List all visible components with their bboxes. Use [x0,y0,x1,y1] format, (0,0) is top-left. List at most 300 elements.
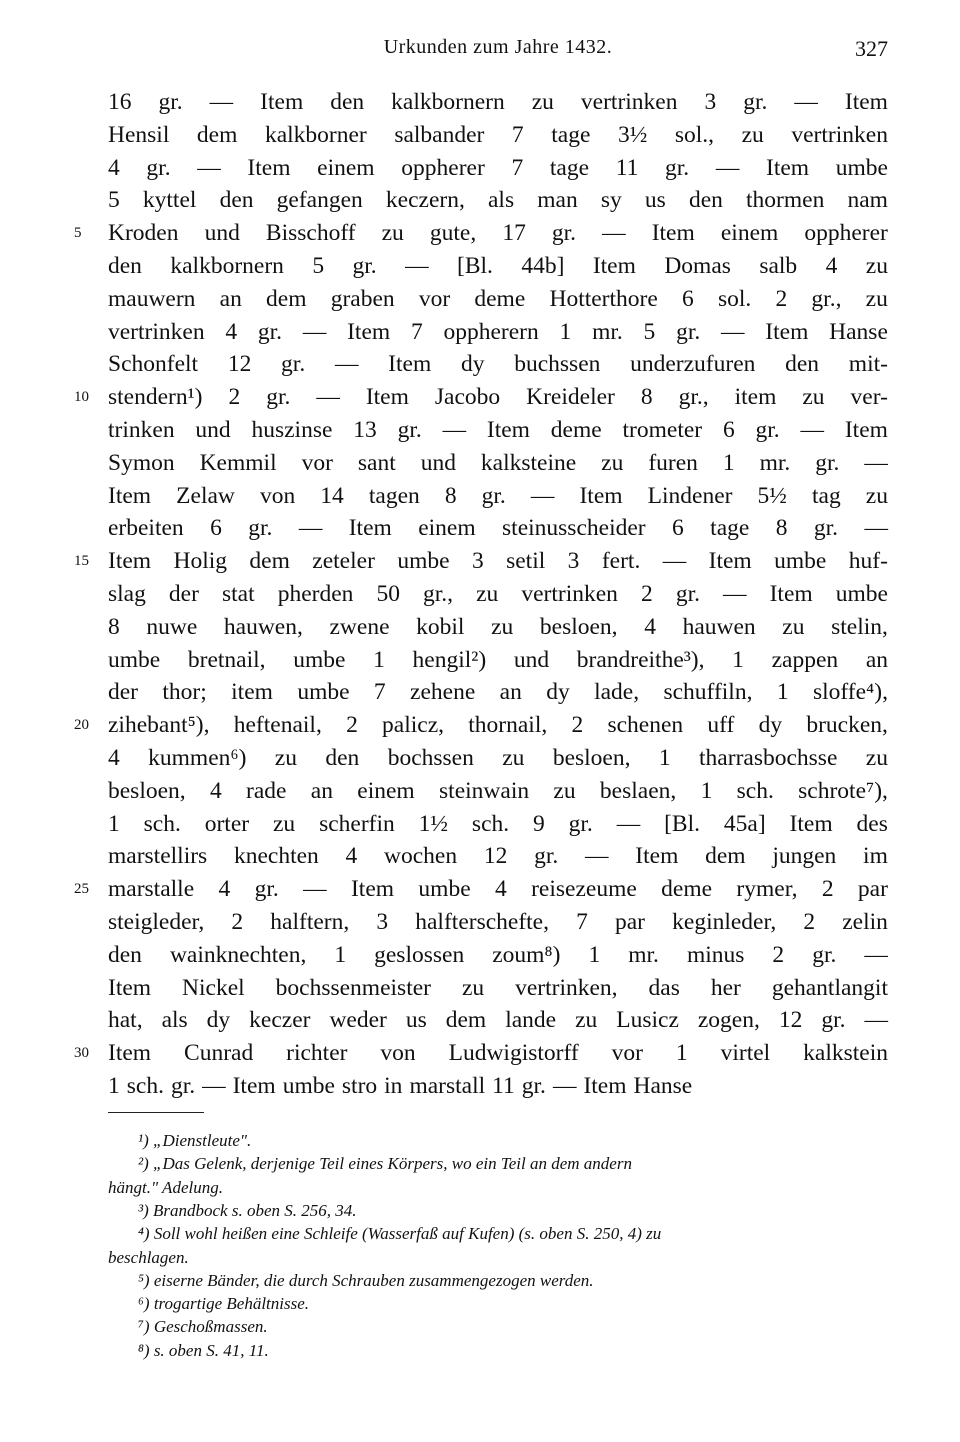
text-line [108,381,888,413]
word: zu [461,974,485,1001]
text-line [108,250,888,282]
word: gr. [676,318,701,345]
word: 3 [567,548,580,575]
word: vor [418,285,451,312]
word: setil [506,548,546,575]
word: 1 [776,679,789,706]
word: 1 [588,941,601,968]
word: 17 [502,220,526,247]
word: von [259,482,296,509]
word: Item [789,810,833,837]
text-line [108,939,888,971]
word: thor; [162,679,207,706]
word: umbe [835,154,888,181]
word: brandreithe³), [576,646,705,673]
word: Domas [664,253,731,279]
word: zihebant⁵), [108,712,210,739]
word: Item [635,843,679,870]
word: Item [365,384,409,411]
word: mr. [592,318,623,345]
word: — [794,89,818,115]
text-line [108,348,888,380]
word: ver- [850,384,888,411]
word: umbe [418,876,471,903]
word: — [442,417,467,443]
word: 12 [227,351,252,378]
word: Kemmil [199,449,277,476]
word: gr. [821,1007,846,1034]
word: — [864,941,888,968]
word: 50 [376,581,400,607]
word: — [316,384,340,411]
word: vor [611,1040,643,1067]
word: zu [865,285,888,312]
word: lande [505,1007,557,1034]
word: oppherer [401,154,485,181]
word: 4 [209,777,222,804]
word: Item [651,220,695,247]
word: sch. [471,810,510,837]
word: zappen [771,646,839,673]
word: nuwe [146,613,198,640]
line-number: 5 [74,225,82,242]
word: 7 [576,909,588,935]
word: — [602,220,626,247]
text-line [108,808,888,840]
word: kyttel [142,187,197,214]
word: schuffiln, [663,679,753,706]
word: 5 [312,253,325,279]
word: zwene [329,613,390,640]
word: 3 [471,548,484,575]
word: Item [350,876,395,903]
word: sol. [717,285,752,312]
word: gr. [568,810,593,837]
word: dem [249,548,290,575]
text-line [108,972,888,1004]
word: gr., [423,581,454,607]
text-line [108,283,888,315]
word: 8 [775,515,788,542]
word: gr. [755,417,780,443]
word: Item [232,1073,276,1099]
word: 6 [722,417,735,443]
word: schrote⁷), [798,777,888,804]
word: gr. [146,154,171,181]
word: Item [592,253,636,279]
word: dem [705,843,746,870]
word: Item [486,417,530,443]
word: an [219,285,242,312]
word: sch. [736,777,774,804]
word: gr. [352,253,377,279]
word: der [168,581,199,607]
word: marstellirs [108,843,208,870]
word: vertrinken [580,89,678,115]
word: — [552,1073,577,1099]
word: Item [769,581,813,607]
word: 9 [533,810,545,837]
word: tharrasbochsse [699,745,838,771]
word: Ludwigistorff [448,1040,579,1067]
text-line [108,742,888,774]
footnote-line: hängt." Adelung. [108,1177,223,1197]
word: von [380,1040,416,1067]
word: steinwain [439,777,530,804]
text-line [108,1004,888,1036]
word: bochssenmeister [275,974,431,1001]
word: gr. [675,581,700,607]
word: hengil²) [412,646,487,673]
word: — [530,482,555,509]
footnote-line: ⁷) Geschoßmassen. [138,1317,268,1337]
word: — [616,810,641,837]
word: zu [802,384,825,411]
word: steigleder, [108,909,205,935]
word: lade, [594,679,640,706]
word: besloen, [539,613,618,640]
word: den [325,745,360,771]
word: zoum⁸) [492,941,561,968]
word: sol., [674,121,715,148]
word: der [108,679,139,706]
word: oppherern [443,318,539,345]
word: Nickel [182,974,245,1001]
word: 4 [225,318,238,345]
word: 6 [682,285,694,312]
text-line [108,611,888,643]
word: — [721,318,745,345]
word: zu [865,253,888,279]
word: kalkstein [803,1040,888,1067]
word: 12 [483,843,508,870]
line-number: 30 [74,1045,89,1062]
text-line [108,906,888,938]
word: gr., [678,384,709,411]
word: gr. [551,220,577,247]
word: 1½ [418,810,449,837]
word: 1 [108,1073,120,1099]
word: mr. [628,941,659,968]
word: trinken [108,417,175,443]
word: hauwen [682,613,756,640]
text-line [108,1070,888,1102]
word: Item [765,318,809,345]
word: Schonfelt [108,351,199,378]
word: gefangen [276,187,363,214]
word: dem [196,121,238,148]
word: deme [550,417,602,443]
word: marstall [409,1073,486,1099]
word: nam [847,187,888,214]
word: 7 [410,318,423,345]
word: den [330,89,365,115]
word: zelin [842,909,888,935]
word: 5½ [757,482,787,509]
word: zu [476,581,499,607]
word: und [195,417,231,443]
word: — [405,253,429,279]
word: gr. [397,417,422,443]
word: 2 [346,712,358,739]
word: 2 [571,712,584,739]
word: underzufuren [630,351,756,378]
word: halfterschefte, [415,909,549,935]
word: pherden [277,581,354,607]
word: den [108,941,142,968]
word: gr. [170,1073,196,1099]
text-line [108,545,888,577]
word: par [857,876,888,903]
word: vertrinken [791,121,888,148]
word: weder [329,1007,387,1034]
word: [Bl. [664,810,700,837]
word: Symon [108,449,175,476]
text-line [108,217,888,249]
word: stro [341,1073,378,1099]
word: 1 [675,1040,688,1067]
word: Kroden [108,220,179,247]
word: — [662,548,687,575]
word: oppherer [804,220,888,247]
word: mr. [759,449,791,476]
word: hat, [108,1007,143,1034]
word: deme [474,285,526,312]
word: us [644,187,666,214]
word: 4 [345,843,358,870]
text-line [108,184,888,216]
word: sloffe⁴), [812,679,888,706]
word: zu [575,1007,598,1034]
word: 4 [108,154,120,181]
word: Item [247,154,291,181]
word: vertrinken [521,581,618,607]
text-line [108,480,888,512]
word: gr. [248,515,273,542]
word: sant [357,449,396,476]
word: Holig [173,548,228,575]
word: tagen [368,482,420,509]
word: 7 [511,154,524,181]
word: 1 [658,745,671,771]
word: 4 [825,253,838,279]
word: 14 [320,482,344,509]
word: Item [108,974,152,1001]
text-line [108,1037,888,1069]
word: Item [766,154,810,181]
word: hauwen, [223,613,303,640]
word: bretnail, [187,646,266,673]
word: im [863,843,888,870]
word: kalksteine [480,449,577,476]
word: vertrinken, [515,974,618,1001]
word: 5 [643,318,656,345]
word: kalkborner [264,121,367,148]
word: Item [347,318,391,345]
line-number: 25 [74,881,89,898]
word: salb [759,253,798,279]
word: salbander [394,121,485,148]
word: und [420,449,456,476]
word: zu [782,613,805,640]
word: stat [222,581,255,607]
word: 4 [108,745,120,771]
word: umbe [397,548,450,575]
word: 2 [772,941,785,968]
word: kobil [416,613,465,640]
word: beslaen, [599,777,677,804]
word: zu [274,745,297,771]
header-title: Urkunden zum Jahre 1432. [383,36,613,58]
footnote-line: ²) „Das Gelenk, derjenige Teil eines Körpers, wo ein Teil an dem andern [138,1154,632,1174]
word: einem [357,777,415,804]
word: wochen [384,843,458,870]
word: 2 [775,285,788,312]
word: Jacobo [434,384,501,411]
word: umbe [282,1073,335,1099]
word: den [219,187,254,214]
word: dem [445,1007,487,1034]
word: 7 [373,679,386,706]
word: uff [707,712,735,739]
text-line [108,447,888,479]
word: das [648,974,680,1001]
word: 2 [821,876,834,903]
word: — [723,581,747,607]
word: zu [531,89,554,115]
word: Kreideler [526,384,615,411]
word: geslossen [374,941,465,968]
word: 11 [615,154,639,181]
word: gr. [743,89,768,115]
word: scherfin [319,810,395,837]
text-line [108,119,888,151]
word: 1 [700,777,713,804]
word: item [231,679,273,706]
word: 16 [108,89,132,115]
word: keczern, [385,187,465,214]
word: und [513,646,550,673]
word: sch. [143,810,181,837]
word: 44b] [521,253,565,279]
text-line [108,709,888,741]
word: des [856,810,888,837]
footnote-line: ³) Brandbock s. oben S. 256, 34. [138,1200,357,1220]
word: Item [708,548,752,575]
word: item [734,384,777,411]
word: dy [758,712,783,739]
word: zogen, [697,1007,760,1034]
word: kalkbornern [170,253,284,279]
word: man [537,187,578,214]
word: stelin, [831,613,888,640]
word: vertrinken [108,318,205,345]
word: tag [811,482,841,509]
word: zu [273,810,296,837]
word: zu [553,777,576,804]
word: Hanse [829,318,888,345]
word: keczer [249,1007,311,1034]
word: jungen [772,843,837,870]
footnote-rule [108,1112,204,1113]
word: mit- [848,351,888,378]
word: Item [388,351,432,378]
word: brucken, [806,712,888,739]
footnote-line: ¹) „Dienstleute". [138,1131,252,1150]
word: den [108,253,142,279]
word: einem [418,515,476,542]
text-line [108,512,888,544]
word: den [688,187,723,214]
word: gr. [534,843,559,870]
word: zu [381,220,404,247]
word: 8 [444,482,457,509]
text-line [108,152,888,184]
word: — [864,515,888,542]
word: gehantlangit [771,974,888,1001]
word: schenen [607,712,684,739]
footnote-line: beschlagen. [108,1247,189,1267]
word: 1 [722,449,735,476]
word: Item [844,417,888,443]
word: trometer [622,417,703,443]
word: umbe [108,646,161,673]
word: gr. [481,482,506,509]
line-number: 15 [74,553,89,570]
text-line [108,316,888,348]
word: gr. [665,154,690,181]
word: her [710,974,741,1001]
word: 12 [778,1007,803,1034]
running-header [108,36,888,70]
word: — [209,89,234,115]
word: Lusicz [616,1007,679,1034]
word: Item [108,482,152,509]
word: heftenail, [233,712,322,739]
word: Item [844,89,888,115]
word: gr., [811,285,842,312]
word: Item [260,89,304,115]
word: buchssen [514,351,601,378]
word: palicz, [382,712,445,739]
word: gr. [266,384,291,411]
word: slag [108,581,146,607]
word: einem [317,154,375,181]
word: stendern¹) [108,384,203,411]
word: gr. [158,89,183,115]
footnote-line: ⁴) Soll wohl heißen eine Schleife (Wasserfaß auf Kufen) (s. oben S. 250, 4) zu [138,1224,662,1244]
word: rymer, [736,876,798,903]
word: dem [266,285,307,312]
line-number: 20 [74,717,89,734]
word: zu [601,449,624,476]
footnote-line: ⁵) eiserne Bänder, die durch Schrauben zusammengezogen werden. [138,1270,594,1290]
word: knechten [233,843,319,870]
word: par [615,909,646,935]
word: Hanse [633,1073,693,1099]
word: 3½ [617,121,648,148]
word: fert. [601,548,641,575]
word: als [161,1007,188,1034]
word: zu [865,482,888,509]
word: 8 [108,613,120,640]
word: an [310,777,333,804]
word: Item [108,1040,152,1067]
word: Item [108,548,152,575]
word: — [715,154,740,181]
word: an [865,646,888,673]
word: halftern, [270,909,350,935]
